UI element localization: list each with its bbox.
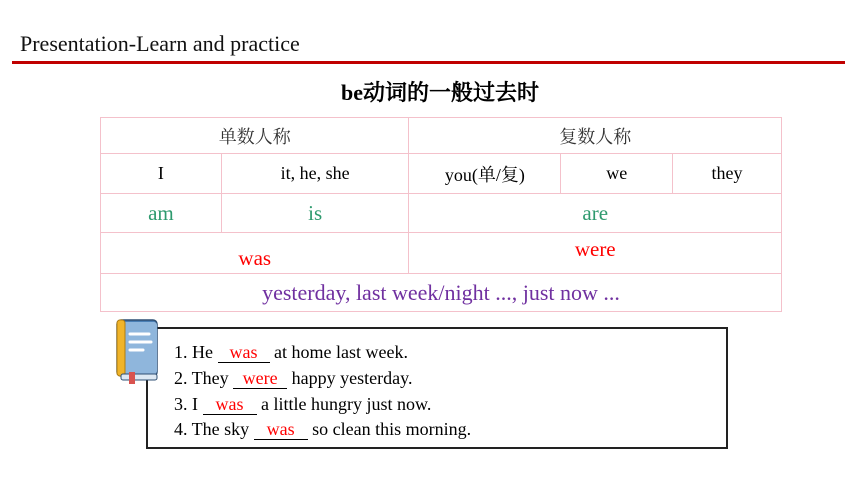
plural-header: 复数人称 — [409, 118, 782, 154]
exercise-item: 4. The sky was so clean this morning. — [174, 419, 472, 439]
pronoun-row — [101, 154, 782, 194]
past-form-were: were — [409, 233, 782, 274]
present-form-is: is — [221, 194, 409, 233]
book-icon — [113, 318, 165, 384]
pronoun-cell: it, he, she — [221, 154, 409, 194]
exercise-box — [146, 327, 728, 449]
header-divider — [12, 61, 845, 64]
past-form-row — [101, 233, 782, 274]
pronoun-cell: you(单/复) — [409, 154, 561, 194]
time-words: yesterday, last week/night ..., just now ... — [101, 274, 782, 312]
pronoun-cell: I — [101, 154, 222, 194]
pronoun-cell: we — [561, 154, 673, 194]
time-words-row — [101, 274, 782, 312]
present-form-am: am — [101, 194, 222, 233]
exercise-item: 1. He was at home last week. — [174, 342, 408, 362]
answer-blank: was — [254, 419, 308, 440]
table-header-row — [101, 118, 782, 154]
exercise-item: 2. They were happy yesterday. — [174, 368, 413, 388]
header-title: Presentation-Learn and practice — [20, 31, 300, 56]
singular-header: 单数人称 — [101, 118, 409, 154]
answer-blank: were — [233, 368, 287, 389]
exercise-item: 3. I was a little hungry just now. — [174, 394, 432, 414]
page-title: be动词的一般过去时 — [340, 80, 539, 105]
answer-blank: was — [203, 394, 257, 415]
present-form-row — [101, 194, 782, 233]
past-form-was: was — [101, 233, 409, 274]
present-form-are: are — [409, 194, 782, 233]
answer-blank: was — [218, 342, 270, 363]
be-verb-table — [100, 117, 782, 312]
pronoun-cell: they — [673, 154, 782, 194]
